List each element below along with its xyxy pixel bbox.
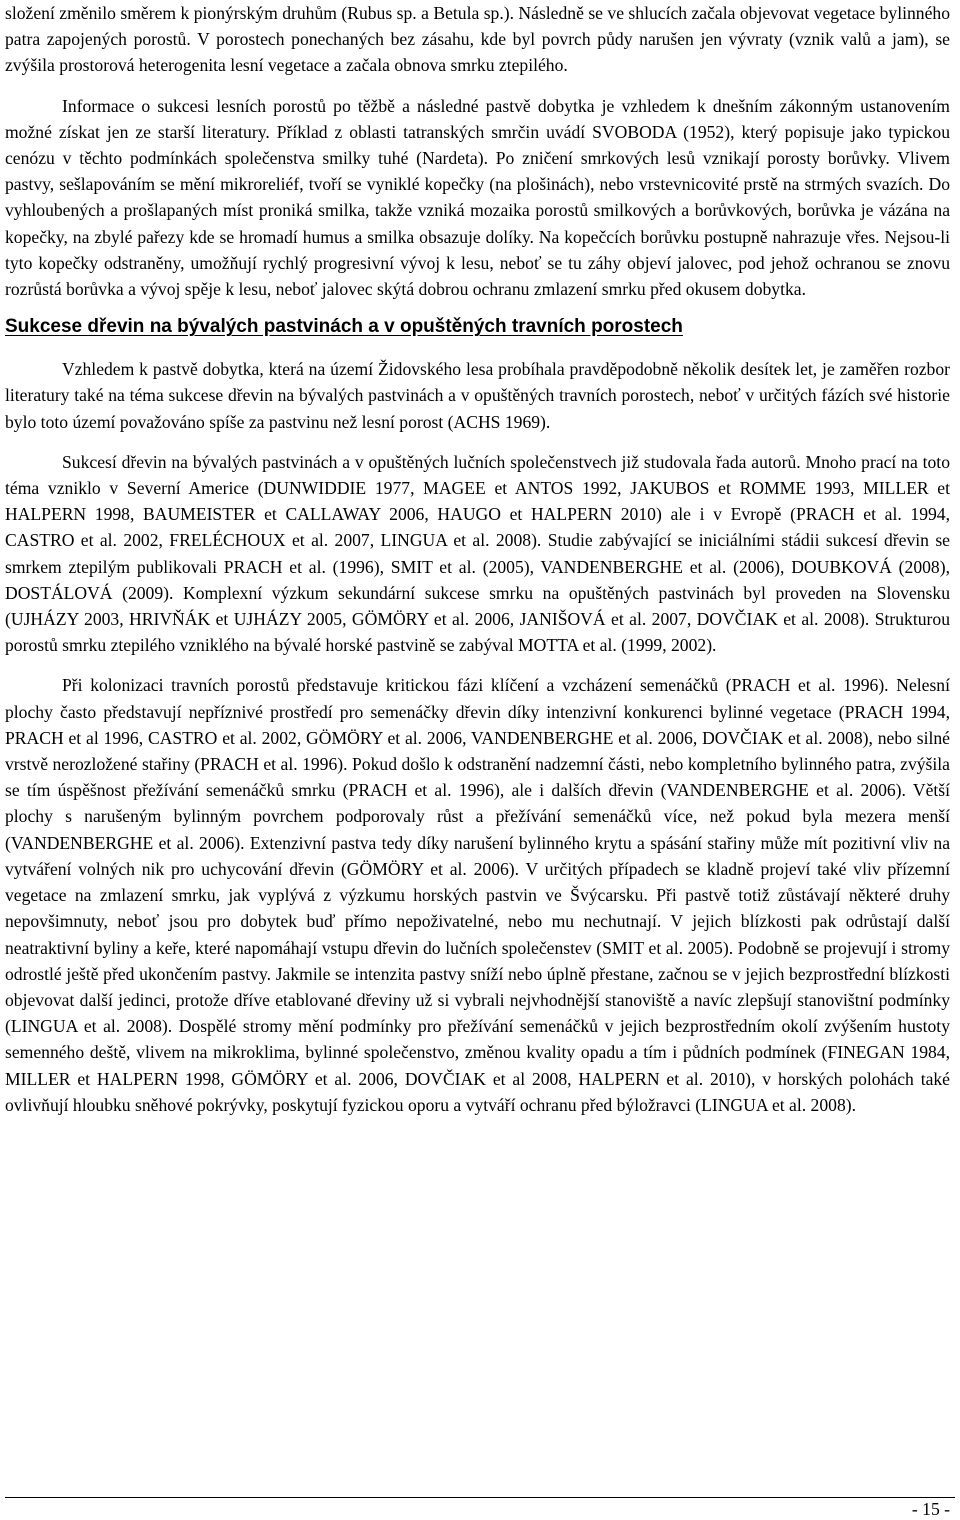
section-paragraph-2: Sukcesí dřevin na bývalých pastvinách a v opuštěných lučních společenstvech již studovala řada autorů. Mnoho prací na toto téma vzniklo v Severní Americe (DUNWIDDIE 1977, MAGEE et ANTOS 1992, JAKUBOS et ROMME 1993, MILLER et HALPERN 1998, BAUMEISTER et CALLAWAY 2006, HAUGO et HALPERN 2010) ale i v Evropě (PRACH et al. 1994, CASTRO et al. 2002, FRELÉCHOUX et al. 2007, LINGUA et al. 2008). Studie zabývající se iniciálními stádii sukcesí dřevin se smrkem ztepilým publikovali PRACH et al. (1996), SMIT et al. (2005), VANDENBERGHE et al. (2006), DOUBKOVÁ (2008), DOSTÁLOVÁ (2009). Komplexní výzkum sekundární sukcese smrku na opuštěných pastvinách byl proveden na Slovensku (UJHÁZY 2003, HRIVŇÁK et UJHÁZY 2005, GÖMÖRY et al. 2006, JANIŠOVÁ et al. 2007, DOVČIAK et al. 2008). Strukturou porostů smrku ztepilého vzniklého na bývalé horské pastvině se zabýval MOTTA et al. (1999, 2002). bbox=[5, 451, 950, 656]
section-paragraph-3: Při kolonizaci travních porostů představuje kritickou fázi klíčení a vzcházení semenáčků (PRACH et al. 1996). Nelesní plochy často představují nepříznivé prostředí pro semenáčky dřevin díky intenzivní konkurenci bylinné vegetace (PRACH 1994, PRACH et al 1996, CASTRO et al. 2002, GÖMÖRY et al. 2006, VANDENBERGHE et al. 2006, DOVČIAK et al. 2008), nebo silné vrstvě nerozložené stařiny (PRACH et al. 1996). Pokud došlo k odstranění nadzemní části, nebo kompletního bylinného patra, zvýšila se tím úspěšnost přežívání semenáčků smrku (PRACH et al. 1996), ale i dalších dřevin (VANDENBERGHE et al. 2006). Větší plochy s narušeným bylinným povrchem podporovaly růst a přežívání semenáčků více, než pokud byla mezera menší (VANDENBERGHE et al. 2006). Extenzivní pastva tedy díky narušení bylinného krytu a spásání stařiny může mít pozitivní vliv na vytváření volných nik pro uchycování dřevin (GÖMÖRY et al. 2006). V určitých případech se kladně projeví také vliv přízemní vegetace na zmlazení smrku, jak vyplývá z výzkumu horských pastvin ve Švýcarsku. Při pastvě totiž zůstávají některé druhy nepovšimnuty, neboť jsou pro dobytek buď přímo nepoživatelné, nebo mu nechutnají. V jejich blízkosti pak odrůstají další neatraktivní byliny a keře, které napomáhají vstupu dřevin do lučních společenstev (SMIT et al. 2005). Podobně se projevují i stromy odrostlé ještě před ukončením pastvy. Jakmile se intenzita pastvy sníží nebo úplně přestane, začnou se v jejich bezprostřední blízkosti objevovat další jedinci, protože dříve etablované dřeviny už si vybrali nejvhodnější stanoviště a navíc zlepšují stanovištní podmínky (LINGUA et al. 2008). Dospělé stromy mění podmínky pro přežívání semenáčků v jejich bezprostředním okolí zvýšením hustoty semenného deště, vlivem na mikroklima, bylinné společenstvo, změnou kvality opadu a tím i půdních podmínek (FINEGAN 1984, MILLER et HALPERN 1998, GÖMÖRY et al. 2006, DOVČIAK et al 2008, HALPERN et al. 2010), v horských polohách také ovlivňují hloubku sněhové pokrývky, poskytují fyzickou oporu a vytváří ochranu před býložravci (LINGUA et al. 2008). bbox=[5, 675, 950, 1115]
paragraph-continued: složení změnilo směrem k pionýrským druhům (Rubus sp. a Betula sp.). Následně se ve shlucích začala objevovat vegetace bylinného patra zapojených porostů. V porostech ponechaných bez zásahu, kde byl povrch půdy narušen jen vývraty (vznik valů a jam), se zvýšila prostorová heterogenita lesní vegetace a začala obnova smrku ztepilého. bbox=[5, 3, 950, 76]
paragraph-succession-info: Informace o sukcesi lesních porostů po těžbě a následné pastvě dobytka je vzhledem k dnešním zákonným ustanovením možné získat jen ze starší literatury. Příklad z oblasti tatranských smrčin uvádí SVOBODA (1952), který popisuje jako typickou cenózu v těchto podmínkách společenstva smilky tuhé (Nardeta). Po zničení smrkových lesů vznikají porosty borůvky. Vlivem pastvy, sešlapováním se mění mikroreliéf, tvoří se vyniklé kopečky (na plošinách), nebo vrstevnicovité prstě na strmých svazích. Do vyhloubených a prošlapaných míst proniká smilka, takže vzniká mozaika porostů smilkových a borůvkových, borůvka je vázána na kopečky, na zbylé pařezy kde se hromadí humus a smilka obsazuje dolíky. Na kopečcích borůvku postupně nahrazuje vřes. Nejsou-li tyto kopečky odstraněny, umožňují rychlý progresivní vývoj k lesu, neboť se tu záhy objeví jalovec, pod jehož ochranou se znovu rozrůstá borůvka a vývoj spěje k lesu, neboť jalovec skýtá dobrou ochranu zmlazení smrku před okusem dobytka. bbox=[5, 95, 950, 300]
page-number: - 15 - bbox=[911, 1499, 950, 1519]
footer-rule bbox=[5, 1497, 955, 1498]
section-heading: Sukcese dřevin na bývalých pastvinách a v opuštěných travních porostech bbox=[5, 316, 683, 338]
section-paragraph-1: Vzhledem k pastvě dobytka, která na území Židovského lesa probíhala pravděpodobně několik desítek let, je zaměřen rozbor literatury také na téma sukcese dřevin na bývalých pastvinách a v opuštěných travních porostech, neboť v určitých fázích své historie bylo toto území považováno spíše za pastvinu než lesní porost (ACHS 1969). bbox=[5, 359, 950, 432]
document-page bbox=[5, 0, 950, 1118]
